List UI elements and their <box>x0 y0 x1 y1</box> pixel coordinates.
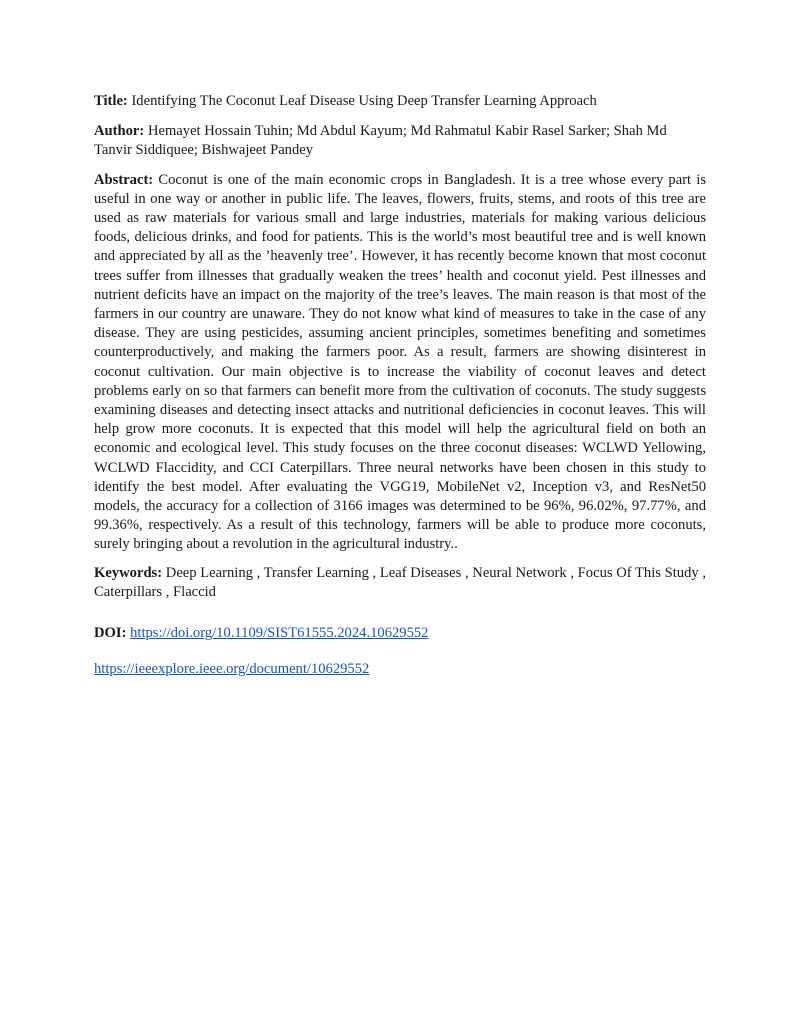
doi-link[interactable]: https://doi.org/10.1109/SIST61555.2024.10629552 <box>130 625 429 642</box>
keywords-text: Deep Learning , Transfer Learning , Leaf Diseases , Neural Network , Focus Of This Study , Caterpillars , Flaccid <box>94 564 706 600</box>
ieee-link[interactable]: https://ieeexplore.ieee.org/document/10629552 <box>94 661 370 678</box>
keywords-line <box>94 564 706 602</box>
author-list: Hemayet Hossain Tuhin; Md Abdul Kayum; Md Rahmatul Kabir Rasel Sarker; Shah Md Tanvir Siddiquee; Bishwajeet Pandey <box>94 123 667 159</box>
abstract-label: Abstract: <box>94 171 154 188</box>
abstract-paragraph <box>94 171 706 555</box>
ieee-link-line <box>94 660 706 679</box>
doi-label: DOI: <box>94 625 127 642</box>
author-line <box>94 122 706 160</box>
title-label: Title: <box>94 93 128 109</box>
paper-title: Identifying The Coconut Leaf Disease Using Deep Transfer Learning Approach <box>131 93 597 109</box>
title-line <box>94 92 706 111</box>
abstract-text: Coconut is one of the main economic crops in Bangladesh. It is a tree whose every part is useful in one way or another in public life. The leaves, flowers, fruits, stems, and roots of this tree are used as raw materials for various small and large industries, materials for making various delicious foods, delicious drinks, and food for patients. This is the world’s most beautiful tree and is well known and appreciated by all as the ’heavenly tree’. However, it has recently become known that most coconut trees suffer from illnesses that gradually weaken the trees’ health and coconut yield. Pest illnesses and nutrient deficits have an impact on the majority of the tree’s leaves. The main reason is that most of the farmers in our country are unaware. They do not know what kind of measures to take in the case of any disease. They are using pesticides, assuming ancient principles, sometimes benefiting and sometimes counterproductively, and making the farmers poor. As a result, farmers are showing disinterest in coconut cultivation. Our main objective is to increase the viability of coconut leaves and detect problems early on so that farmers can benefit more from the cultivation of coconuts. The study suggests examining diseases and detecting insect attacks and nutritional deficiencies in coconut leaves. This will help grow more coconuts. It is expected that this model will help the agricultural field on both an economic and ecological level. This study focuses on the three coconut diseases: WCLWD Yellowing, WCLWD Flaccidity, and CCI Caterpillars. Three neural networks have been chosen in this study to identify the best model. After evaluating the VGG19, MobileNet v2, Inception v3, and ResNet50 models, the accuracy for a collection of 3166 images was determined to be 96%, 96.02%, 97.77%, and 99.36%, respectively. As a result of this technology, farmers will be able to produce more coconuts, surely bringing about a revolution in the agricultural industry.. <box>94 171 706 553</box>
doi-line <box>94 624 706 643</box>
keywords-label: Keywords: <box>94 564 163 581</box>
author-label: Author: <box>94 123 145 140</box>
document-page <box>94 92 706 679</box>
